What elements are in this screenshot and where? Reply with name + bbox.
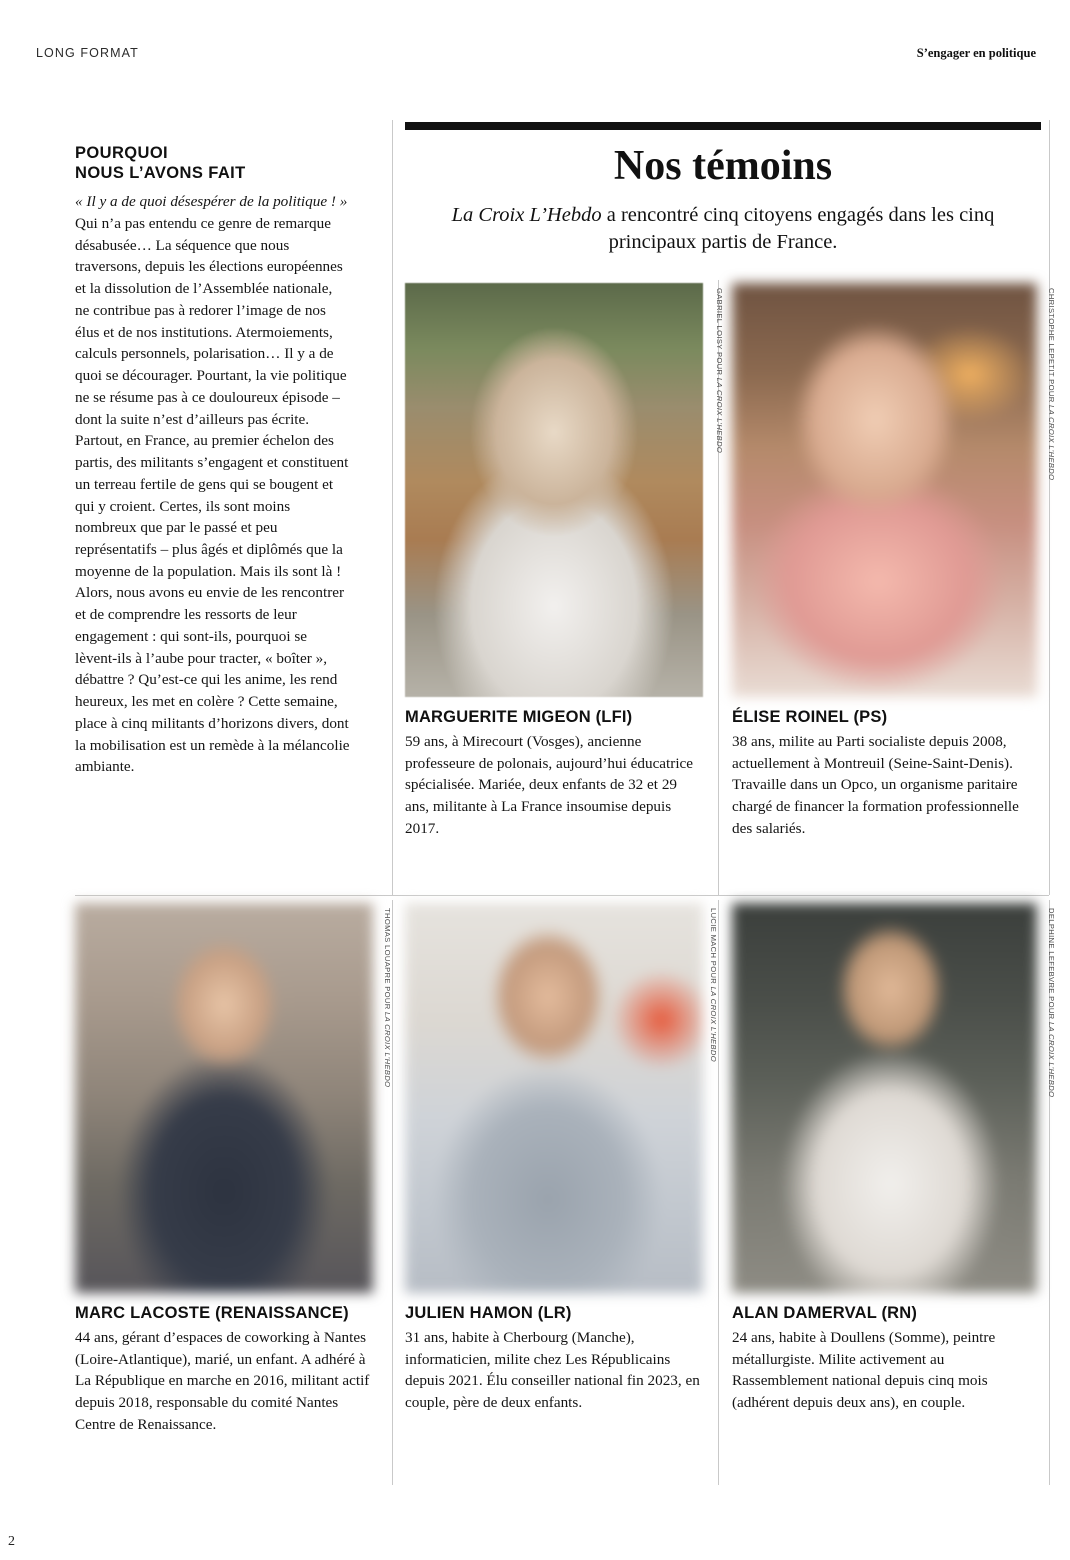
witness-bio: 38 ans, milite au Parti socialiste depuis 2008, actuellement à Montreuil (Seine-Saint-Denis). Travaille dans un Opco, un organisme paritaire chargé de financer la formation professionnelle des salariés. bbox=[732, 733, 1019, 837]
editorial-body bbox=[75, 191, 350, 778]
editorial-text: Qui n’a pas entendu ce genre de remarque désabusée… La séquence que nous traversons, depuis les élections européennes et la dissolution de l’Assemblée nationale, ne contribue pas à redorer l’image de nos élus et de nos institutions. Atermoiements, calculs personnels, polarisation… Il y a de quoi se décourager. Pourtant, la vie politique ne se résume pas à ce douloureux épisode – dont la suite n’est d’ailleurs pas écrite. Partout, en France, au premier échelon des partis, des militants s’engagent et constituent un terreau fertile de gens qui se bougent et qui y croient. Certes, ils sont moins nombreux que par le passé et peu représentatifs – plus âgés et diplômés que la moyenne de la population. Mais ils sont là ! Alors, nous avons eu envie de les rencontrer et de comprendre les ressorts de leur engagement : qui sont-ils, pourquoi se lèvent-ils à l’aube pour tracter, « boîter », débattre ? Qu’est-ce qui les anime, les rend heureux, les met en colère ? Cette semaine, place à cinq militants d’horizons divers, dont la mobilisation est un remède à la mélancolie ambiante. bbox=[75, 214, 350, 776]
witness-name: MARC LACOSTE (RENAISSANCE) bbox=[75, 1304, 349, 1322]
headline-brand: La Croix L’Hebdo bbox=[451, 204, 602, 227]
witness-photo bbox=[405, 903, 703, 1293]
photo-credit-brand: LA CROIX L’HEBDO bbox=[1047, 405, 1056, 481]
headline-subtitle bbox=[443, 202, 1003, 257]
witness-card-julien bbox=[405, 903, 703, 1414]
witness-name: ALAN DAMERVAL (RN) bbox=[732, 1304, 918, 1322]
witness-name: ÉLISE ROINEL (PS) bbox=[732, 708, 888, 726]
photo-credit bbox=[709, 908, 718, 1062]
section-divider bbox=[75, 895, 1049, 896]
photo-credit bbox=[383, 908, 392, 1087]
witness-bio: 31 ans, habite à Cherbourg (Manche), informaticien, milite chez Les Républicains depuis 2021. Élu conseiller national fin 2023, en couple, père de deux enfants. bbox=[405, 1329, 700, 1412]
editorial-title bbox=[75, 143, 350, 183]
page-title: Nos témoins bbox=[613, 143, 833, 189]
witness-card-marc bbox=[75, 903, 373, 1436]
photo-credit-author: DELPHINE LEFEBVRE POUR bbox=[1047, 908, 1056, 1022]
headline-rule bbox=[405, 122, 1041, 130]
column-divider-left bbox=[392, 120, 393, 895]
witness-card-alan bbox=[732, 903, 1037, 1414]
witness-card-elise bbox=[732, 283, 1037, 840]
editorial-column bbox=[75, 143, 350, 778]
photo-credit-author: THOMAS LOUAPRE POUR bbox=[383, 908, 392, 1013]
editorial-title-line2: NOUS L’AVONS FAIT bbox=[75, 164, 246, 183]
headline-subtitle-rest: a rencontré cinq citoyens engagés dans les cinq principaux partis de France. bbox=[601, 204, 995, 254]
photo-credit bbox=[1047, 908, 1056, 1097]
witness-bio: 24 ans, habite à Doullens (Somme), peintre métallurgiste. Milite activement au Rassemblement national depuis cinq mois (adhérent depuis deux ans), en couple. bbox=[732, 1329, 996, 1412]
witness-photo bbox=[732, 903, 1037, 1293]
witness-name: JULIEN HAMON (LR) bbox=[405, 1304, 572, 1322]
photo-credit-author: CHRISTOPHE LEPETIT POUR bbox=[1047, 288, 1056, 405]
photo-credit-brand: LA CROIX L’HEBDO bbox=[709, 986, 718, 1062]
witness-bio: 59 ans, à Mirecourt (Vosges), ancienne professeure de polonais, aujourd’hui éducatrice spécialisée. Mariée, deux enfants de 32 et 29 ans, militante à La France insoumise depuis 2017. bbox=[405, 733, 694, 837]
witness-photo bbox=[405, 283, 703, 697]
editorial-lede: « Il y a de quoi désespérer de la politique ! » bbox=[75, 193, 348, 211]
witness-bio: 44 ans, gérant d’espaces de coworking à Nantes (Loire-Atlantique), marié, un enfant. A adhéré à La République en marche en 2016, militant actif depuis 2018, responsable du comité Nantes Centre de Renaissance. bbox=[75, 1329, 370, 1433]
running-head bbox=[36, 46, 1036, 66]
witness-photo bbox=[75, 903, 373, 1293]
photo-credit-brand: LA CROIX L’HEBDO bbox=[383, 1012, 392, 1088]
editorial-title-line1: POURQUOI bbox=[75, 144, 169, 162]
row2-divider-1 bbox=[392, 900, 393, 1485]
witness-photo bbox=[732, 283, 1037, 697]
column-divider-right bbox=[1049, 120, 1050, 895]
witness-card-marguerite bbox=[405, 283, 703, 840]
witness-name: MARGUERITE MIGEON (LFI) bbox=[405, 708, 633, 726]
running-head-section: LONG FORMAT bbox=[36, 46, 139, 60]
photo-credit-brand: LA CROIX L’HEBDO bbox=[715, 377, 724, 454]
running-head-title: S’engager en politique bbox=[916, 46, 1036, 60]
page-number: 2 bbox=[8, 1534, 15, 1549]
headline-block bbox=[405, 122, 1041, 257]
photo-credit bbox=[1047, 288, 1056, 480]
photo-credit-author: GABRIEL LOISY POUR bbox=[715, 288, 724, 378]
photo-credit bbox=[715, 288, 724, 453]
photo-credit-author: LUCIE MACH POUR bbox=[709, 908, 718, 987]
row2-divider-2 bbox=[718, 900, 719, 1485]
photo-credit-brand: LA CROIX L’HEBDO bbox=[1047, 1021, 1056, 1098]
